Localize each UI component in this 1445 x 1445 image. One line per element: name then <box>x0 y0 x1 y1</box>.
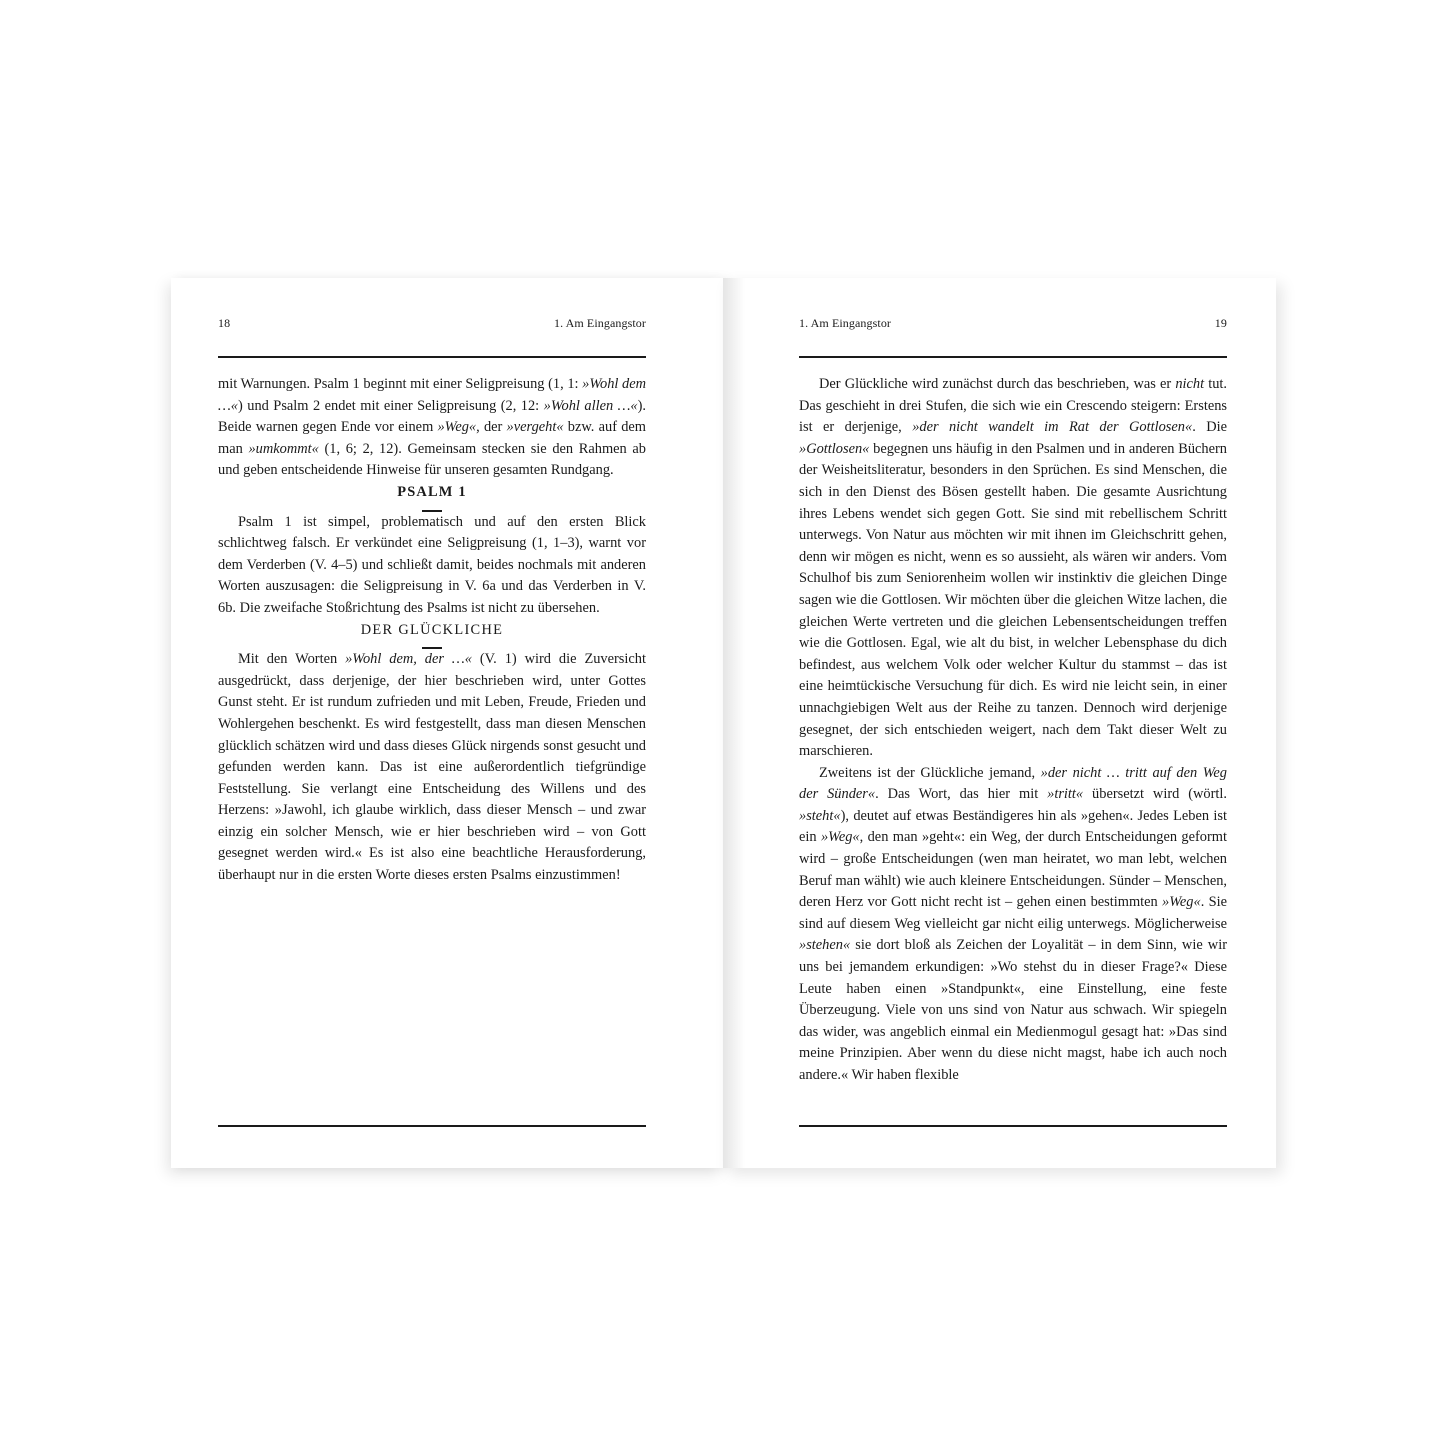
paragraph: Zweitens ist der Glückliche jemand, »der nicht … tritt auf den Weg der Sünder«. Das Wort, das hier mit »tritt« übersetzt wird (wörtl. »steht«), deutet auf etwas Beständigeres hin als »gehen«. Jedes Leben ist ein »Weg«, den man »geht«: ein Weg, der durch Entscheidungen geformt wird – große Entscheidungen (wen man heiratet, wo man lebt, welchen Beruf man wählt) wie auch kleinere Entscheidungen. Sünder – Menschen, deren Herz vor Gott nicht recht ist – gehen einen bestimmten »Weg«. Sie sind auf diesem Weg vielleicht gar nicht eilig unterwegs. Möglicherweise »stehen« sie dort bloß als Zeichen der Loyalität – in dem Sinn, wie wir uns bei jemandem erkundigen: »Wo stehst du in dieser Frage?« Diese Leute haben einen »Standpunkt«, eine Einstellung, eine feste Überzeugung. Viele von uns sind von Natur aus schwach. Wir spiegeln das wider, was angeblich einmal ein Medienmogul gesagt hat: »Das sind meine Prinzipien. Aber wenn du diese nicht magst, habe ich auch noch andere.« Wir haben flexible <box>799 764 1227 1083</box>
section-heading-psalm: PSALM 1 <box>397 483 467 500</box>
right-body-text <box>799 374 1227 1087</box>
book-spread <box>171 278 1276 1168</box>
paragraph: Mit den Worten »Wohl dem, der …« (V. 1) wird die Zuversicht ausgedrückt, dass derjenige, der hier beschrieben wird, unter Gottes Gunst steht. Er ist rundum zufrieden und mit Leben, Freude, Frieden und Wohlergehen beschenkt. Es wird festgestellt, dass man diesen Menschen glücklich schätzen wird und dass dieses Glück nirgends sonst gesucht und gefunden werden kann. Das ist eine außerordentlich tiefgründige Feststellung. Sie verlangt eine Entscheidung des Willens und des Herzens: »Jawohl, ich glaube wirklich, dass dieser Mensch – und zwar einzig ein solcher Mensch, wie er hier beschrieben wird – von Gott gesegnet werden wird.« Es ist also eine beachtliche Herausforderung, überhaupt nur in die ersten Worte dieses ersten Psalms einzustimmen! <box>218 651 646 884</box>
page-number: 19 <box>1214 316 1227 330</box>
right-page <box>723 278 1276 1168</box>
running-title: 1. Am Eingangstor <box>799 316 892 330</box>
header-rule <box>218 356 646 358</box>
footer-rule <box>799 1125 1227 1127</box>
footer-rule <box>218 1125 646 1127</box>
paragraph: Der Glückliche wird zunächst durch das beschrieben, was er nicht tut. Das geschieht in drei Stufen, die sich wie ein Crescendo steigern: Erstens ist er derjenige, »der nicht wandelt im Rat der Gottlosen«. Die »Gottlosen« begegnen uns häufig in den Psalmen und in anderen Büchern der Weisheitsliteratur, besonders in den Sprüchen. Es sind Menschen, die sich in den Dienst des Bösen gestellt haben. Die gesamte Ausrichtung ihres Lebens wendet sich gegen Gott. Sie sind mit rebellischem Schritt unterwegs. Von Natur aus möchten wir mit ihnen im Gleichschritt gehen, denn wir mögen es nicht, wenn es so aussieht, als wären wir anders. Vom Schulhof bis zum Seniorenheim wollen wir instinktiv die gleichen Dinge sagen wie die Gottlosen. Wir möchten über die gleichen Witze lachen, die gleichen Werte vertreten und die gleichen Lebensentscheidungen treffen wie die Gottlosen. Egal, wie alt du bist, in welcher Lebensphase du dich befindest, aus welchem Volk oder welcher Kultur du stammst – das ist eine heimtückische Versuchung für dich. Es wird nie leicht sein, in einer unnachgiebigen Welt aus der Reihe zu tanzen. Dennoch wird derjenige gesegnet, der sich entschieden weigert, nach dem Takt dieser Welt zu marschieren. <box>799 376 1227 760</box>
paragraph: Psalm 1 ist simpel, problematisch und auf den ersten Blick schlichtweg falsch. Er verkündet eine Seligpreisung (1, 1–3), warnt vor dem Verderben (V. 4–5) und schließt damit, beides nochmals mit anderen Worten auszusagen: die Seligpreisung in V. 6a und das Verderben in V. 6b. Die zweifache Stoßrichtung des Psalms ist nicht zu übersehen. <box>218 513 646 616</box>
paragraph: mit Warnungen. Psalm 1 beginnt mit einer Seligpreisung (1, 1: »Wohl dem …«) und Psalm 2 endet mit einer Seligpreisung (2, 12: »Wohl allen …«). Beide warnen gegen Ende vor einem »Weg«, der »vergeht« bzw. auf dem man »umkommt« (1, 6; 2, 12). Gemeinsam stecken sie den Rahmen ab und geben entscheidende Hinweise für unseren gesamten Rundgang. <box>218 376 647 479</box>
running-head <box>218 316 646 331</box>
running-head <box>799 316 1227 331</box>
section-heading-glueckliche: DER GLÜCKLICHE <box>360 621 504 638</box>
left-page <box>171 278 723 1168</box>
header-rule <box>799 356 1227 358</box>
page-number: 18 <box>218 316 231 330</box>
running-title: 1. Am Eingangstor <box>553 316 646 330</box>
left-body-text <box>218 374 646 887</box>
